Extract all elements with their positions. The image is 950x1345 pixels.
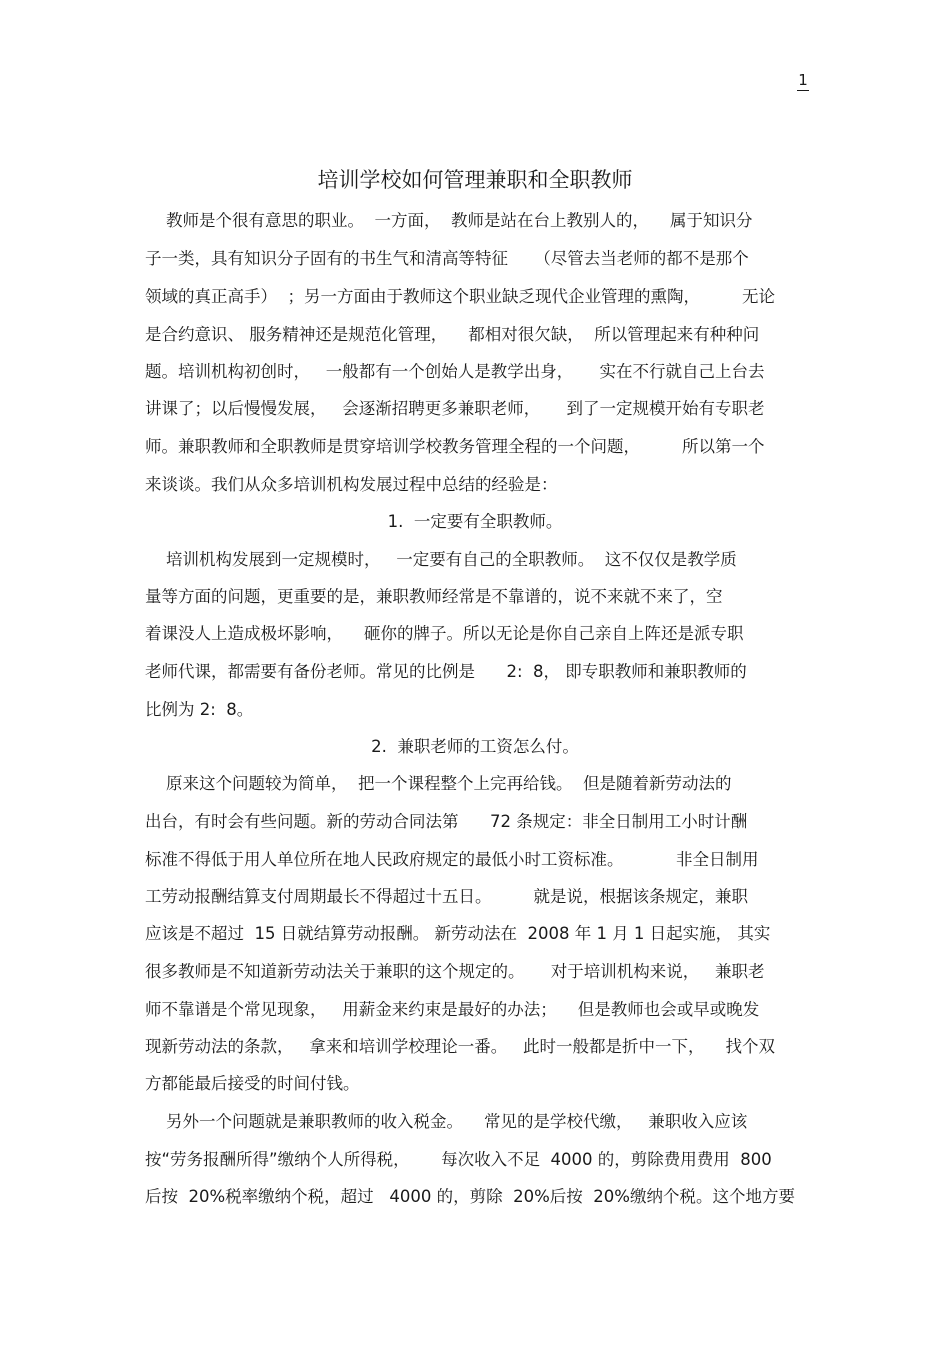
text-line: 是合约意识、 服务精神还是规范化管理， 都相对很欠缺， 所以管理起来有种种问: [145, 325, 760, 344]
text-line: 另外一个问题就是兼职教师的收入税金。 常见的是学校代缴， 兼职收入应该: [145, 1112, 748, 1131]
text-line: 方都能最后接受的时间付钱。: [145, 1074, 360, 1093]
text-line: 老师代课，都需要有备份老师。常见的比例是 2: 8， 即专职教师和兼职教师的: [145, 662, 747, 681]
text-line: 量等方面的问题，更重要的是，兼职教师经常是不靠谱的，说不来就不来了，空: [145, 587, 723, 606]
section-heading-1: 1. 一定要有全职教师。: [387, 512, 563, 531]
section-heading-2: 2. 兼职老师的工资怎么付。: [371, 737, 579, 756]
text-line: 讲课了；以后慢慢发展， 会逐渐招聘更多兼职老师， 到了一定规模开始有专职老: [145, 399, 765, 418]
text-line: 题。培训机构初创时， 一般都有一个创始人是教学出身， 实在不行就自己上台去: [145, 362, 765, 381]
text-line: 按“劳务报酬所得”缴纳个人所得税， 每次收入不足 4000 的，剪除费用费用 800: [145, 1150, 772, 1169]
text-line: 工劳动报酬结算支付周期最长不得超过十五日。 就是说，根据该条规定，兼职: [145, 887, 748, 906]
text-line: 比例为 2: 8。: [145, 700, 254, 719]
text-line: 标准不得低于用人单位所在地人民政府规定的最低小时工资标准。 非全日制用: [145, 850, 759, 869]
text-line: 现新劳动法的条款， 拿来和培训学校理论一番。 此时一般都是折中一下， 找个双: [145, 1037, 775, 1056]
text-line: 培训机构发展到一定规模时， 一定要有自己的全职教师。 这不仅仅是教学质: [145, 550, 737, 569]
text-line: 原来这个问题较为简单， 把一个课程整个上完再给钱。 但是随着新劳动法的: [145, 774, 732, 793]
page-number-rule: [797, 90, 809, 91]
page-number: 1: [798, 71, 808, 89]
text-line: 师。兼职教师和全职教师是贯穿培训学校教务管理全程的一个问题， 所以第一个: [145, 437, 765, 456]
text-line: 应该是不超过 15 日就结算劳动报酬。 新劳动法在 2008 年 1 月 1 日起实施， 其实: [145, 924, 771, 943]
document-title: 培训学校如何管理兼职和全职教师: [317, 168, 633, 192]
text-line: 子一类，具有知识分子固有的书生气和清高等特征 （尽管去当老师的都不是那个: [145, 249, 749, 268]
text-line: 出台，有时会有些问题。新的劳动合同法第 72 条规定：非全日制用工小时计酬: [145, 812, 748, 831]
text-line: 领域的真正高手） ；另一方面由于教师这个职业缺乏现代企业管理的熏陶， 无论: [145, 287, 775, 306]
text-line: 师不靠谱是个常见现象， 用薪金来约束是最好的办法； 但是教师也会或早或晚发: [145, 1000, 760, 1019]
text-line: 来谈谈。我们从众多培训机构发展过程中总结的经验是：: [145, 475, 558, 494]
text-line: 教师是个很有意思的职业。 一方面， 教师是站在台上教别人的， 属于知识分: [145, 211, 753, 230]
text-line: 后按 20%税率缴纳个税，超过 4000 的，剪除 20%后按 20%缴纳个税。这个地方要: [145, 1187, 795, 1206]
text-line: 着课没人上造成极坏影响， 砸你的牌子。所以无论是你自己亲自上阵还是派专职: [145, 624, 744, 643]
text-line: 很多教师是不知道新劳动法关于兼职的这个规定的。 对于培训机构来说， 兼职老: [145, 962, 765, 981]
